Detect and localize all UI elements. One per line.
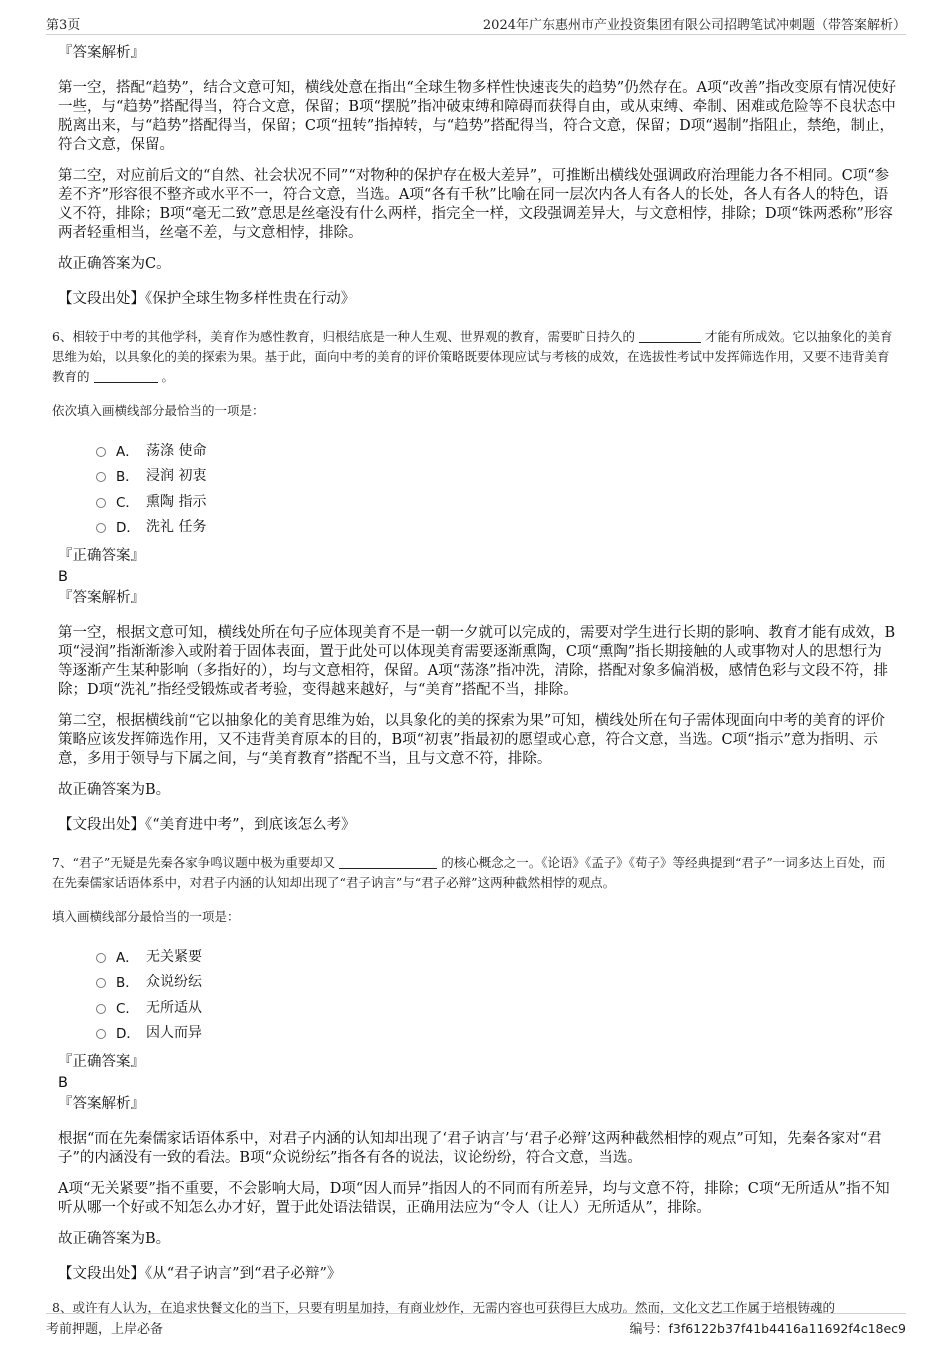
page-number: 第3页 bbox=[46, 18, 81, 33]
radio-icon[interactable] bbox=[96, 1004, 106, 1014]
q6-stem bbox=[52, 327, 896, 387]
q6-source: 【文段出处】《“美育进中考”，到底该怎么考》 bbox=[58, 817, 356, 833]
q7-options bbox=[96, 943, 896, 1045]
q6-prompt: 依次填入画横线部分最恰当的一项是： bbox=[52, 403, 265, 418]
page-content bbox=[52, 44, 896, 1332]
q6-option-d[interactable] bbox=[96, 514, 896, 540]
option-text: 众说纷纭 bbox=[146, 974, 202, 991]
q6-analysis-p2: 第二空，根据横线前“它以抽象化的美育思维为始，以具象化的美的探索为果”可知，横线处所在句子需体现面向中考的美育的评价策略应该发挥筛选作用，又不违背美育原本的目的，B项“初衷”指最初的愿望或心意，符合文意，当选。C项“指示”意为指明、示意，多用于领导与下属之间，与“美育教育”搭配不当，且与文意不符，排除。 bbox=[58, 713, 885, 767]
q5-analysis-label: 『答案解析』 bbox=[58, 45, 145, 61]
document-id-label: 编号： bbox=[629, 1322, 669, 1337]
document-id-code: f3f6122b37f41b4416a11692f4c18ec9 bbox=[668, 1321, 906, 1336]
option-text: 无关紧要 bbox=[146, 948, 202, 965]
q6-option-a[interactable] bbox=[96, 437, 896, 463]
option-letter: C． bbox=[116, 1000, 139, 1017]
q6-conclusion: 故正确答案为B。 bbox=[58, 782, 171, 798]
footer-slogan: 考前押题，上岸必备 bbox=[46, 1322, 164, 1337]
q6-blank-1 bbox=[639, 329, 701, 343]
q7-analysis-p1: 根据“而在先秦儒家话语体系中，对君子内涵的认知却出现了‘君子讷言’与‘君子必辩’这两种截然相悖的观点”可知，先秦各家对“君子”的内涵没有一致的看法。B项“众说纷纭”指各有各的说法，议论纷纷，符合文意，当选。 bbox=[58, 1131, 882, 1166]
q7-analysis-label: 『答案解析』 bbox=[58, 1096, 145, 1112]
q6-analysis-label: 『答案解析』 bbox=[58, 590, 145, 606]
document-title: 2024年广东惠州市产业投资集团有限公司招聘笔试冲刺题（带答案解析） bbox=[482, 18, 906, 33]
document-id bbox=[629, 1318, 906, 1337]
q7-answer: B bbox=[58, 1075, 68, 1091]
page-footer bbox=[46, 1313, 906, 1336]
q7-source: 【文段出处】《从“君子讷言”到“君子必辩”》 bbox=[58, 1266, 342, 1282]
radio-icon[interactable] bbox=[96, 498, 106, 508]
option-letter: D． bbox=[116, 1026, 140, 1043]
option-text: 荡涤 使命 bbox=[146, 442, 207, 459]
q7-blank bbox=[339, 855, 437, 869]
radio-icon[interactable] bbox=[96, 472, 106, 482]
q7-option-c[interactable] bbox=[96, 994, 896, 1020]
option-text: 因人而异 bbox=[146, 1025, 202, 1042]
q6-stem-part3: 。 bbox=[161, 369, 174, 384]
q5-analysis-p1: 第一空，搭配“趋势”，结合文意可知，横线处意在指出“全球生物多样性快速丧失的趋势”仍然存在。A项“改善”指改变原有情况使好一些，与“趋势”搭配得当，符合文意，保留；B项“摆脱”指冲破束缚和障碍而获得自由，或从束缚、牵制、困难或危险等不良状态中脱离出来，与“趋势”搭配得当，保留；C项“扭转”指掉转，与“趋势”搭配得当，符合文意，保留；D项“遏制”指阻止，禁绝，制止，符合文意，保留。 bbox=[58, 80, 896, 153]
q7-option-d[interactable] bbox=[96, 1020, 896, 1046]
q7-answer-label: 『正确答案』 bbox=[58, 1054, 145, 1070]
q5-source: 【文段出处】《保护全球生物多样性贵在行动》 bbox=[58, 291, 356, 307]
radio-icon[interactable] bbox=[96, 953, 106, 963]
q7-conclusion: 故正确答案为B。 bbox=[58, 1231, 171, 1247]
q6-stem-part2: 才能有所成效。它以抽象化的美育思维为始，以具象化的美的探索为果。基于此，面向中考的美育的评价策略既要体现应试与考核的成效，在选拔性考试中发挥筛选作用，又要不违背美育教育的 bbox=[52, 329, 893, 384]
q7-option-a[interactable] bbox=[96, 943, 896, 969]
q8-stem-part1: 8、或许有人认为，在追求快餐文化的当下，只要有明星加持，有商业炒作，无需内容也可获得巨大成功。然而，文化文艺工作属于培根铸魂的 bbox=[52, 1300, 835, 1315]
q6-answer-label: 『正确答案』 bbox=[58, 548, 145, 564]
q7-stem-part2: 的核心概念之一。《论语》《孟子》《荀子》等经典提到“君子”一词多达上百处，而在先秦儒家话语体系中，对君子内涵的认知却出现了“君子讷言”与“君子必辩”这两种截然相悖的观点。 bbox=[52, 855, 886, 890]
radio-icon[interactable] bbox=[96, 978, 106, 988]
option-text: 洗礼 任务 bbox=[146, 519, 207, 536]
option-letter: B． bbox=[116, 469, 139, 486]
q7-stem bbox=[52, 853, 896, 893]
radio-icon[interactable] bbox=[96, 523, 106, 533]
q6-options bbox=[96, 437, 896, 539]
option-letter: C． bbox=[116, 494, 139, 511]
q5-conclusion: 故正确答案为C。 bbox=[58, 256, 171, 272]
q7-prompt: 填入画横线部分最恰当的一项是： bbox=[52, 909, 240, 924]
option-letter: A． bbox=[116, 949, 139, 966]
q6-option-c[interactable] bbox=[96, 488, 896, 514]
q6-option-b[interactable] bbox=[96, 463, 896, 489]
option-letter: D． bbox=[116, 520, 140, 537]
q5-analysis-p2: 第二空，对应前后文的“自然、社会状况不同”“对物种的保护存在极大差异”，可推断出横线处强调政府治理能力各不相同。C项“参差不齐”形容很不整齐或水平不一，符合文意，当选。A项“各有千秋”比喻在同一层次内各人有各人的长处，各人有各人的特色，语义不符，排除；B项“毫无二致”意思是丝毫没有什么两样，指完全一样，文段强调差异大，与文意相悖，排除；D项“铢两悉称”形容两者轻重相当，丝毫不差，与文意相悖，排除。 bbox=[58, 168, 893, 241]
option-text: 熏陶 指示 bbox=[146, 493, 207, 510]
q6-answer: B bbox=[58, 569, 68, 585]
option-letter: A． bbox=[116, 443, 139, 460]
q7-stem-part1: 7、“君子”无疑是先秦各家争鸣议题中极为重要却又 bbox=[52, 855, 336, 870]
option-text: 无所适从 bbox=[146, 999, 202, 1016]
option-text: 浸润 初衷 bbox=[146, 468, 207, 485]
radio-icon[interactable] bbox=[96, 1029, 106, 1039]
page-header bbox=[46, 14, 906, 35]
q7-option-b[interactable] bbox=[96, 969, 896, 995]
q6-blank-2 bbox=[94, 369, 158, 383]
radio-icon[interactable] bbox=[96, 447, 106, 457]
q6-analysis-p1: 第一空，根据文意可知，横线处所在句子应体现美育不是一朝一夕就可以完成的，需要对学生进行长期的影响、教育才能有成效，B项“浸润”指渐渐渗入或附着于固体表面，置于此处可以体现美育需要逐渐熏陶，C项“熏陶”指长期接触的人或事物对人的思想行为等逐渐产生某种影响（多指好的），均与文意相符，保留。A项“荡涤”指冲洗，清除，搭配对象多偏消极，感情色彩与文段不符，排除；D项“洗礼”指经受锻炼或者考验，变得越来越好，与“美育”搭配不当，排除。 bbox=[58, 625, 896, 698]
option-letter: B． bbox=[116, 975, 139, 992]
q7-analysis-p2: A项“无关紧要”指不重要，不会影响大局，D项“因人而异”指因人的不同而有所差异，均与文意不符，排除；C项“无所适从”指不知听从哪一个好或不知怎么办才好，置于此处语法错误，正确用法应为“令人（让人）无所适从”，排除。 bbox=[58, 1181, 890, 1216]
q6-stem-part1: 6、相较于中考的其他学科，美育作为感性教育，归根结底是一种人生观、世界观的教育，需要旷日持久的 bbox=[52, 329, 635, 344]
